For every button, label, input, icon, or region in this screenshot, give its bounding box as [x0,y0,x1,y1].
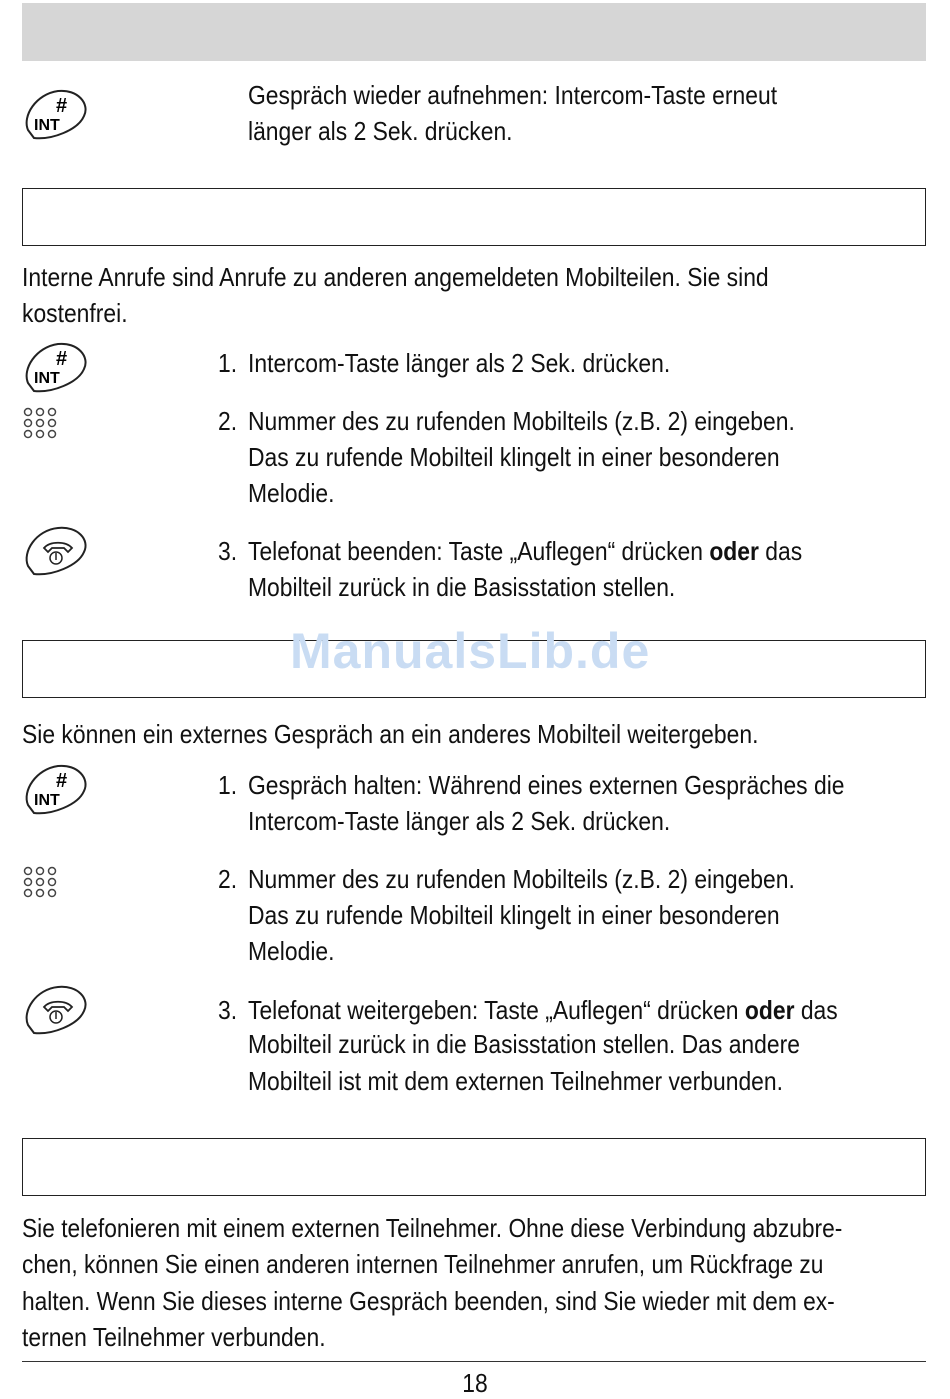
int-hash: # [56,95,68,117]
svg-text:INT: INT [34,792,60,809]
step-number: 3. [218,536,238,566]
resume-line-2: länger als 2 Sek. drücken. [248,116,513,146]
footer-rule [22,1361,926,1362]
watermark: ManualsLib.de [290,623,651,679]
step-text: Das zu rufende Mobilteil klingelt in einer besonderen [248,442,780,472]
step-text: Nummer des zu rufenden Mobilteils (z.B. 2) eingeben. [248,406,795,436]
int-key-icon [22,761,88,817]
step-text: Das zu rufende Mobilteil klingelt in einer besonderen [248,900,780,930]
internal-intro-line-2: kostenfrei. [22,298,128,328]
transfer-intro: Sie können ein externes Gespräch an ein anderes Mobilteil weitergeben. [22,719,759,749]
consultation-line-4: ternen Teilnehmer verbunden. [22,1322,326,1352]
resume-line-1: Gespräch wieder aufnehmen: Intercom-Taste erneut [248,80,778,110]
step-text: Melodie. [248,478,335,508]
step-number: 1. [218,770,238,800]
step-text: Melodie. [248,936,335,966]
keypad-icon [22,866,62,902]
page-number: 18 [462,1368,488,1398]
keypad-icon [22,407,62,443]
step-number: 1. [218,348,238,378]
header-band [22,3,926,61]
step-text: Telefonat beenden: Taste „Auflegen“ drücken oder das [248,536,803,566]
hang-up-icon [22,983,88,1037]
svg-text:#: # [56,348,68,370]
section-header-consultation [22,1138,926,1196]
step-text: Mobilteil ist mit dem externen Teilnehmer verbunden. [248,1066,783,1096]
svg-text:#: # [56,770,68,792]
svg-text:INT: INT [34,370,60,387]
step-number: 2. [218,864,238,894]
hang-up-icon [22,524,88,578]
step-text: Nummer des zu rufenden Mobilteils (z.B. 2) eingeben. [248,864,795,894]
step-number: 3. [218,995,238,1025]
int-key-icon [22,339,88,395]
step-text: Intercom-Taste länger als 2 Sek. drücken. [248,348,671,378]
step-text: Telefonat weitergeben: Taste „Auflegen“ drücken oder das [248,995,838,1025]
step-text: Gespräch halten: Während eines externen Gespräches die [248,770,845,800]
step-text: Mobilteil zurück in die Basisstation stellen. Das andere [248,1029,800,1059]
consultation-line-1: Sie telefonieren mit einem externen Teilnehmer. Ohne diese Verbindung abzubre- [22,1213,843,1243]
int-key-icon [22,86,88,142]
step-number: 2. [218,406,238,436]
int-label: INT [34,117,60,134]
internal-intro-line-1: Interne Anrufe sind Anrufe zu anderen angemeldeten Mobilteilen. Sie sind [22,262,769,292]
step-text: Intercom-Taste länger als 2 Sek. drücken. [248,806,671,836]
consultation-line-3: halten. Wenn Sie dieses interne Gespräch beenden, sind Sie wieder mit dem ex- [22,1286,835,1316]
consultation-line-2: chen, können Sie einen anderen internen Teilnehmer anrufen, um Rückfrage zu [22,1249,824,1279]
section-header-internal-calls [22,188,926,246]
step-text: Mobilteil zurück in die Basisstation stellen. [248,572,676,602]
